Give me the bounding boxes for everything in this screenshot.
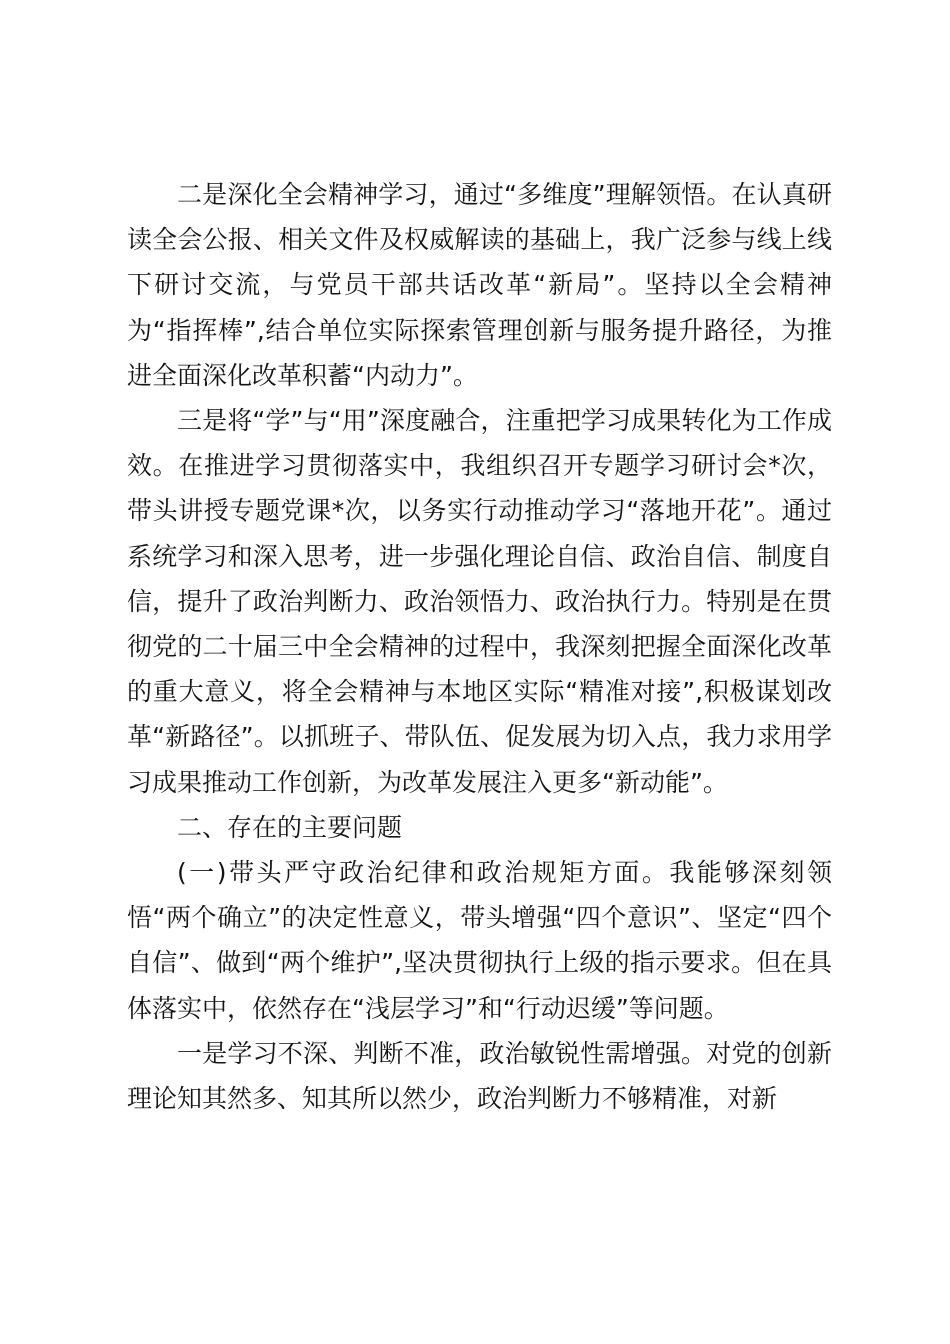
paragraph-study-shallow: 一是学习不深、判断不准，政治敏锐性需增强。对党的创新理论知其然多、知其所以然少，政治判断力不够精准，对新 — [127, 1038, 832, 1114]
document-body — [127, 172, 832, 1121]
paragraph-study-application: 三是将“学”与“用”深度融合，注重把学习成果转化为工作成效。在推进学习贯彻落实中，我组织召开专题学习研讨会*次，带头讲授专题党课*次，以务实行动推动学习“落地开花”。通过系统学习和深入思考，进一步强化理论自信、政治自信、制度自信，提升了政治判断力、政治领悟力、政治执行力。特别是在贯彻党的二十届三中全会精神的过程中，我深刻把握全面深化改革的重大意义，将全会精神与本地区实际“精准对接”,积极谋划改革“新路径”。以抓班子、带队伍、促发展为切入点，我力求用学习成果推动工作创新，为改革发展注入更多“新动能”。 — [127, 406, 832, 797]
paragraph-political-discipline: (一)带头严守政治纪律和政治规矩方面。我能够深刻领悟“两个确立”的决定性意义，带头增强“四个意识”、坚定“四个自信”、做到“两个维护”,坚决贯彻执行上级的指示要求。但在具体落实中，依然存在“浅层学习”和“行动迟缓”等问题。 — [127, 858, 832, 1023]
paragraph-study-deepening: 二是深化全会精神学习，通过“多维度”理解领悟。在认真研读全会公报、相关文件及权威解读的基础上，我广泛参与线上线下研讨交流，与党员干部共话改革“新局”。坚持以全会精神为“指挥棒”,结合单位实际探索管理创新与服务提升路径，为推进全面深化改革积蓄“内动力”。 — [127, 180, 832, 390]
section-heading-main-problems: 二、存在的主要问题 — [177, 812, 403, 842]
